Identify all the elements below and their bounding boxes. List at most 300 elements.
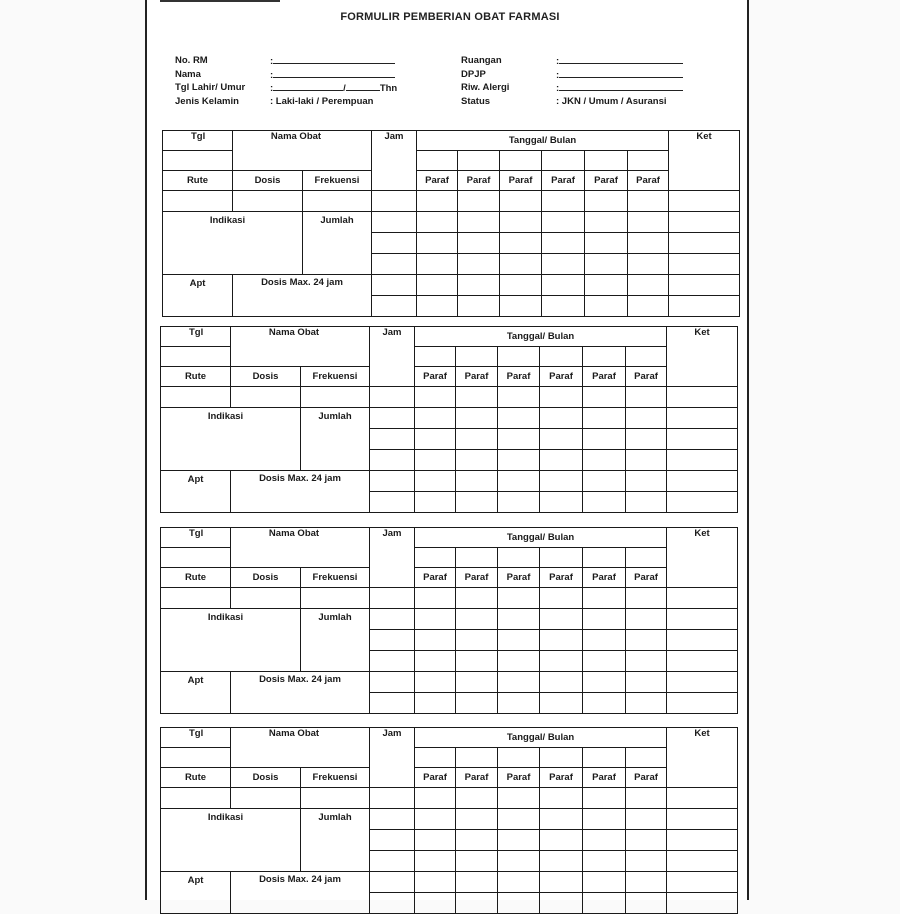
tgl-label: Tgl bbox=[161, 728, 231, 748]
paraf-label: Paraf bbox=[415, 768, 456, 788]
paraf-cell[interactable] bbox=[456, 408, 498, 429]
rute-cell[interactable] bbox=[161, 588, 231, 609]
paraf-label: Paraf bbox=[542, 171, 585, 191]
clinical-labels bbox=[461, 54, 509, 108]
patient-labels bbox=[175, 54, 245, 108]
ket-cell[interactable] bbox=[667, 851, 738, 872]
label-nama: Nama bbox=[175, 68, 201, 80]
paraf-label: Paraf bbox=[626, 568, 667, 588]
paraf-cell[interactable] bbox=[540, 492, 583, 513]
paraf-cell[interactable] bbox=[417, 296, 458, 317]
paraf-cell[interactable] bbox=[583, 851, 626, 872]
paraf-cell[interactable] bbox=[542, 191, 585, 212]
ket-cell[interactable] bbox=[667, 387, 738, 408]
ruangan-field[interactable] bbox=[559, 54, 683, 64]
date-cell[interactable] bbox=[498, 748, 540, 768]
jam-cell[interactable] bbox=[370, 471, 415, 492]
paraf-label: Paraf bbox=[583, 367, 626, 387]
paraf-cell[interactable] bbox=[585, 254, 628, 275]
paraf-cell[interactable] bbox=[458, 233, 500, 254]
ket-cell[interactable] bbox=[667, 588, 738, 609]
paraf-cell[interactable] bbox=[626, 672, 667, 693]
paraf-cell[interactable] bbox=[415, 408, 456, 429]
jam-label: Jam bbox=[372, 131, 417, 191]
date-cell[interactable] bbox=[626, 748, 667, 768]
date-cell[interactable] bbox=[583, 748, 626, 768]
paraf-cell[interactable] bbox=[626, 830, 667, 851]
paraf-cell[interactable] bbox=[415, 471, 456, 492]
paraf-cell[interactable] bbox=[415, 872, 456, 893]
paraf-cell[interactable] bbox=[415, 429, 456, 450]
paraf-cell[interactable] bbox=[583, 588, 626, 609]
ket-cell[interactable] bbox=[667, 471, 738, 492]
paraf-cell[interactable] bbox=[458, 191, 500, 212]
paraf-label: Paraf bbox=[498, 568, 540, 588]
jam-cell[interactable] bbox=[370, 788, 415, 809]
paraf-cell[interactable] bbox=[415, 830, 456, 851]
paraf-cell[interactable] bbox=[628, 233, 669, 254]
paraf-cell[interactable] bbox=[626, 872, 667, 893]
paraf-cell[interactable] bbox=[500, 275, 542, 296]
paraf-cell[interactable] bbox=[498, 492, 540, 513]
label-dpjp: DPJP bbox=[461, 68, 486, 80]
dosis-max-label: Dosis Max. 24 jam bbox=[231, 872, 370, 914]
date-cell[interactable] bbox=[626, 548, 667, 568]
date-cell[interactable] bbox=[456, 347, 498, 367]
paraf-cell[interactable] bbox=[415, 387, 456, 408]
paraf-cell[interactable] bbox=[498, 830, 540, 851]
paraf-cell[interactable] bbox=[415, 809, 456, 830]
paraf-cell[interactable] bbox=[415, 693, 456, 714]
paraf-cell[interactable] bbox=[583, 630, 626, 651]
paraf-cell[interactable] bbox=[585, 296, 628, 317]
tgl-cell[interactable] bbox=[161, 748, 231, 768]
paraf-cell[interactable] bbox=[583, 492, 626, 513]
paraf-cell[interactable] bbox=[583, 408, 626, 429]
paraf-cell[interactable] bbox=[417, 254, 458, 275]
date-cell[interactable] bbox=[415, 748, 456, 768]
paraf-cell[interactable] bbox=[498, 672, 540, 693]
paraf-cell[interactable] bbox=[415, 588, 456, 609]
paraf-cell[interactable] bbox=[456, 872, 498, 893]
frekuensi-label: Frekuensi bbox=[301, 367, 370, 387]
ket-cell[interactable] bbox=[667, 651, 738, 672]
medication-block-4 bbox=[160, 727, 738, 914]
indikasi-label: Indikasi bbox=[163, 212, 303, 275]
jam-label: Jam bbox=[370, 728, 415, 788]
paraf-cell[interactable] bbox=[540, 588, 583, 609]
rute-cell[interactable] bbox=[161, 788, 231, 809]
paraf-cell[interactable] bbox=[626, 450, 667, 471]
paraf-cell[interactable] bbox=[458, 275, 500, 296]
apt-label: Apt bbox=[161, 471, 231, 513]
paraf-cell[interactable] bbox=[498, 609, 540, 630]
paraf-cell[interactable] bbox=[585, 275, 628, 296]
paraf-cell[interactable] bbox=[456, 450, 498, 471]
paraf-cell[interactable] bbox=[415, 893, 456, 914]
paraf-cell[interactable] bbox=[415, 672, 456, 693]
frekuensi-cell[interactable] bbox=[301, 387, 370, 408]
paraf-cell[interactable] bbox=[540, 830, 583, 851]
paraf-cell[interactable] bbox=[626, 893, 667, 914]
paraf-cell[interactable] bbox=[540, 893, 583, 914]
tgl-cell[interactable] bbox=[161, 548, 231, 568]
paraf-cell[interactable] bbox=[456, 588, 498, 609]
colon: : bbox=[556, 69, 560, 81]
paraf-cell[interactable] bbox=[500, 212, 542, 233]
jam-cell[interactable] bbox=[370, 830, 415, 851]
paraf-cell[interactable] bbox=[626, 408, 667, 429]
paraf-label: Paraf bbox=[583, 568, 626, 588]
paraf-cell[interactable] bbox=[415, 609, 456, 630]
paraf-cell[interactable] bbox=[415, 630, 456, 651]
gender-options[interactable]: : Laki-laki / Perempuan bbox=[270, 95, 374, 107]
paraf-cell[interactable] bbox=[498, 408, 540, 429]
paraf-cell[interactable] bbox=[415, 651, 456, 672]
jam-cell[interactable] bbox=[370, 408, 415, 429]
jam-cell[interactable] bbox=[372, 212, 417, 233]
ket-cell[interactable] bbox=[669, 191, 740, 212]
ket-cell[interactable] bbox=[669, 233, 740, 254]
paraf-cell[interactable] bbox=[542, 212, 585, 233]
paraf-cell[interactable] bbox=[458, 212, 500, 233]
paraf-label: Paraf bbox=[456, 367, 498, 387]
ket-cell[interactable] bbox=[667, 408, 738, 429]
frekuensi-label: Frekuensi bbox=[301, 768, 370, 788]
paraf-cell[interactable] bbox=[498, 651, 540, 672]
dosis-cell[interactable] bbox=[231, 588, 301, 609]
ket-cell[interactable] bbox=[667, 693, 738, 714]
jam-cell[interactable] bbox=[370, 609, 415, 630]
paraf-cell[interactable] bbox=[585, 212, 628, 233]
paraf-cell[interactable] bbox=[456, 630, 498, 651]
paraf-label: Paraf bbox=[628, 171, 669, 191]
jumlah-label: Jumlah bbox=[301, 809, 370, 872]
paraf-cell[interactable] bbox=[498, 429, 540, 450]
paraf-cell[interactable] bbox=[540, 630, 583, 651]
status-options[interactable]: : JKN / Umum / Asuransi bbox=[556, 95, 667, 107]
paraf-cell[interactable] bbox=[540, 609, 583, 630]
paraf-cell[interactable] bbox=[417, 275, 458, 296]
ket-cell[interactable] bbox=[669, 254, 740, 275]
frekuensi-cell[interactable] bbox=[301, 588, 370, 609]
paraf-cell[interactable] bbox=[498, 693, 540, 714]
date-cell[interactable] bbox=[583, 548, 626, 568]
colon: : bbox=[556, 56, 560, 67]
ket-cell[interactable] bbox=[667, 809, 738, 830]
paraf-cell[interactable] bbox=[540, 429, 583, 450]
paraf-cell[interactable] bbox=[542, 233, 585, 254]
paraf-cell[interactable] bbox=[626, 609, 667, 630]
paraf-cell[interactable] bbox=[498, 851, 540, 872]
ket-cell[interactable] bbox=[667, 830, 738, 851]
paraf-cell[interactable] bbox=[500, 254, 542, 275]
paraf-cell[interactable] bbox=[458, 296, 500, 317]
jam-cell[interactable] bbox=[370, 651, 415, 672]
date-cell[interactable] bbox=[542, 151, 585, 171]
paraf-cell[interactable] bbox=[456, 830, 498, 851]
paraf-cell[interactable] bbox=[583, 672, 626, 693]
paraf-cell[interactable] bbox=[500, 296, 542, 317]
label-ruangan: Ruangan bbox=[461, 55, 502, 66]
date-cell[interactable] bbox=[498, 548, 540, 568]
paraf-cell[interactable] bbox=[540, 672, 583, 693]
frekuensi-cell[interactable] bbox=[303, 191, 372, 212]
paraf-cell[interactable] bbox=[498, 893, 540, 914]
paraf-cell[interactable] bbox=[458, 254, 500, 275]
date-cell[interactable] bbox=[500, 151, 542, 171]
date-cell[interactable] bbox=[417, 151, 458, 171]
frekuensi-label: Frekuensi bbox=[301, 568, 370, 588]
ket-cell[interactable] bbox=[667, 788, 738, 809]
tanggal-bulan-label: Tanggal/ Bulan bbox=[415, 728, 667, 748]
jam-cell[interactable] bbox=[370, 429, 415, 450]
patient-values bbox=[270, 54, 397, 108]
paraf-cell[interactable] bbox=[626, 387, 667, 408]
ket-cell[interactable] bbox=[667, 672, 738, 693]
tgl-cell[interactable] bbox=[163, 151, 233, 171]
ket-cell[interactable] bbox=[667, 893, 738, 914]
jam-cell[interactable] bbox=[372, 254, 417, 275]
date-cell[interactable] bbox=[540, 748, 583, 768]
paraf-label: Paraf bbox=[583, 768, 626, 788]
paraf-label: Paraf bbox=[626, 367, 667, 387]
paraf-cell[interactable] bbox=[540, 450, 583, 471]
ket-label: Ket bbox=[667, 728, 738, 788]
paraf-cell[interactable] bbox=[583, 830, 626, 851]
nama-obat-label: Nama Obat bbox=[233, 131, 372, 171]
paraf-cell[interactable] bbox=[456, 492, 498, 513]
paraf-cell[interactable] bbox=[498, 788, 540, 809]
jam-label: Jam bbox=[370, 327, 415, 387]
age-unit: Thn bbox=[379, 83, 398, 94]
indikasi-label: Indikasi bbox=[161, 408, 301, 471]
ket-cell[interactable] bbox=[667, 429, 738, 450]
tgl-lahir-field[interactable] bbox=[273, 81, 343, 91]
date-cell[interactable] bbox=[540, 548, 583, 568]
paraf-cell[interactable] bbox=[583, 609, 626, 630]
jam-cell[interactable] bbox=[370, 630, 415, 651]
nama-obat-label: Nama Obat bbox=[231, 327, 370, 367]
paraf-cell[interactable] bbox=[626, 588, 667, 609]
colon: : bbox=[270, 69, 274, 81]
paraf-cell[interactable] bbox=[456, 651, 498, 672]
paraf-label: Paraf bbox=[626, 768, 667, 788]
paraf-cell[interactable] bbox=[540, 651, 583, 672]
riw-alergi-field[interactable] bbox=[559, 81, 683, 91]
jam-cell[interactable] bbox=[372, 275, 417, 296]
paraf-label: Paraf bbox=[540, 367, 583, 387]
dosis-label: Dosis bbox=[233, 171, 303, 191]
date-cell[interactable] bbox=[415, 347, 456, 367]
date-cell[interactable] bbox=[626, 347, 667, 367]
rute-cell[interactable] bbox=[161, 387, 231, 408]
indikasi-label: Indikasi bbox=[161, 809, 301, 872]
paraf-cell[interactable] bbox=[542, 254, 585, 275]
paraf-cell[interactable] bbox=[628, 254, 669, 275]
paraf-cell[interactable] bbox=[456, 672, 498, 693]
paraf-cell[interactable] bbox=[540, 408, 583, 429]
no-rm-field[interactable] bbox=[273, 54, 395, 64]
paraf-cell[interactable] bbox=[498, 872, 540, 893]
paraf-cell[interactable] bbox=[628, 296, 669, 317]
date-cell[interactable] bbox=[583, 347, 626, 367]
colon: : bbox=[270, 56, 274, 67]
apt-label: Apt bbox=[161, 872, 231, 914]
jam-cell[interactable] bbox=[370, 588, 415, 609]
ket-label: Ket bbox=[667, 327, 738, 387]
label-riw-alergi: Riw. Alergi bbox=[461, 82, 510, 93]
paraf-cell[interactable] bbox=[626, 693, 667, 714]
dpjp-field[interactable] bbox=[559, 68, 683, 78]
paraf-cell[interactable] bbox=[583, 893, 626, 914]
paraf-cell[interactable] bbox=[540, 788, 583, 809]
paraf-cell[interactable] bbox=[500, 233, 542, 254]
paraf-cell[interactable] bbox=[626, 651, 667, 672]
paraf-cell[interactable] bbox=[498, 471, 540, 492]
paraf-cell[interactable] bbox=[540, 872, 583, 893]
paraf-cell[interactable] bbox=[415, 492, 456, 513]
ket-cell[interactable] bbox=[667, 492, 738, 513]
paraf-cell[interactable] bbox=[456, 387, 498, 408]
paraf-cell[interactable] bbox=[583, 809, 626, 830]
date-cell[interactable] bbox=[456, 748, 498, 768]
paraf-cell[interactable] bbox=[456, 471, 498, 492]
jam-cell[interactable] bbox=[370, 893, 415, 914]
paraf-label: Paraf bbox=[456, 568, 498, 588]
jam-cell[interactable] bbox=[372, 191, 417, 212]
dosis-cell[interactable] bbox=[233, 191, 303, 212]
paraf-cell[interactable] bbox=[585, 233, 628, 254]
umur-field[interactable] bbox=[346, 81, 380, 91]
jam-cell[interactable] bbox=[370, 851, 415, 872]
paraf-cell[interactable] bbox=[540, 693, 583, 714]
paraf-cell[interactable] bbox=[583, 872, 626, 893]
label-jenis-kelamin: Jenis Kelamin bbox=[175, 95, 239, 107]
ket-cell[interactable] bbox=[669, 275, 740, 296]
paraf-cell[interactable] bbox=[540, 809, 583, 830]
paraf-label: Paraf bbox=[456, 768, 498, 788]
jam-cell[interactable] bbox=[372, 296, 417, 317]
nama-obat-label: Nama Obat bbox=[231, 728, 370, 768]
paraf-cell[interactable] bbox=[626, 788, 667, 809]
paraf-cell[interactable] bbox=[498, 387, 540, 408]
paraf-cell[interactable] bbox=[626, 809, 667, 830]
jam-cell[interactable] bbox=[370, 872, 415, 893]
jam-cell[interactable] bbox=[370, 809, 415, 830]
paraf-cell[interactable] bbox=[415, 788, 456, 809]
paraf-cell[interactable] bbox=[626, 471, 667, 492]
nama-field[interactable] bbox=[273, 68, 395, 78]
paraf-cell[interactable] bbox=[583, 693, 626, 714]
rute-cell[interactable] bbox=[163, 191, 233, 212]
paraf-cell[interactable] bbox=[498, 588, 540, 609]
paraf-cell[interactable] bbox=[583, 651, 626, 672]
tgl-label: Tgl bbox=[161, 528, 231, 548]
date-cell[interactable] bbox=[628, 151, 669, 171]
ket-cell[interactable] bbox=[669, 296, 740, 317]
paraf-cell[interactable] bbox=[498, 809, 540, 830]
paraf-cell[interactable] bbox=[456, 893, 498, 914]
ket-cell[interactable] bbox=[667, 609, 738, 630]
paraf-cell[interactable] bbox=[498, 630, 540, 651]
jumlah-label: Jumlah bbox=[303, 212, 372, 275]
dosis-cell[interactable] bbox=[231, 387, 301, 408]
jam-label: Jam bbox=[370, 528, 415, 588]
paraf-cell[interactable] bbox=[583, 387, 626, 408]
paraf-cell[interactable] bbox=[585, 191, 628, 212]
ket-cell[interactable] bbox=[667, 872, 738, 893]
paraf-cell[interactable] bbox=[498, 450, 540, 471]
date-cell[interactable] bbox=[540, 347, 583, 367]
paraf-cell[interactable] bbox=[415, 851, 456, 872]
frekuensi-cell[interactable] bbox=[301, 788, 370, 809]
paraf-cell[interactable] bbox=[540, 387, 583, 408]
jam-cell[interactable] bbox=[370, 672, 415, 693]
paraf-cell[interactable] bbox=[540, 471, 583, 492]
jam-cell[interactable] bbox=[370, 450, 415, 471]
jam-cell[interactable] bbox=[370, 492, 415, 513]
paraf-cell[interactable] bbox=[628, 191, 669, 212]
paraf-cell[interactable] bbox=[500, 191, 542, 212]
paraf-cell[interactable] bbox=[456, 788, 498, 809]
paraf-cell[interactable] bbox=[626, 630, 667, 651]
jam-cell[interactable] bbox=[370, 693, 415, 714]
paraf-cell[interactable] bbox=[628, 212, 669, 233]
ket-label: Ket bbox=[667, 528, 738, 588]
paraf-cell[interactable] bbox=[583, 429, 626, 450]
paraf-cell[interactable] bbox=[540, 851, 583, 872]
paraf-cell[interactable] bbox=[456, 851, 498, 872]
paraf-cell[interactable] bbox=[583, 450, 626, 471]
paraf-label: Paraf bbox=[498, 768, 540, 788]
paraf-label: Paraf bbox=[500, 171, 542, 191]
paraf-cell[interactable] bbox=[626, 851, 667, 872]
paraf-cell[interactable] bbox=[626, 492, 667, 513]
date-cell[interactable] bbox=[585, 151, 628, 171]
ket-cell[interactable] bbox=[667, 450, 738, 471]
date-cell[interactable] bbox=[415, 548, 456, 568]
paraf-cell[interactable] bbox=[456, 809, 498, 830]
jam-cell[interactable] bbox=[370, 387, 415, 408]
dosis-cell[interactable] bbox=[231, 788, 301, 809]
ket-cell[interactable] bbox=[669, 212, 740, 233]
paraf-cell[interactable] bbox=[417, 212, 458, 233]
paraf-cell[interactable] bbox=[583, 788, 626, 809]
form-title: FORMULIR PEMBERIAN OBAT FARMASI bbox=[340, 11, 560, 23]
paraf-cell[interactable] bbox=[542, 296, 585, 317]
paraf-cell[interactable] bbox=[628, 275, 669, 296]
jam-cell[interactable] bbox=[372, 233, 417, 254]
paraf-cell[interactable] bbox=[456, 609, 498, 630]
paraf-cell[interactable] bbox=[456, 693, 498, 714]
paraf-cell[interactable] bbox=[626, 429, 667, 450]
tgl-cell[interactable] bbox=[161, 347, 231, 367]
date-cell[interactable] bbox=[456, 548, 498, 568]
paraf-cell[interactable] bbox=[417, 191, 458, 212]
tgl-label: Tgl bbox=[163, 131, 233, 151]
paraf-cell[interactable] bbox=[542, 275, 585, 296]
paraf-cell[interactable] bbox=[583, 471, 626, 492]
paraf-label: Paraf bbox=[540, 568, 583, 588]
paraf-cell[interactable] bbox=[417, 233, 458, 254]
paraf-cell[interactable] bbox=[456, 429, 498, 450]
paraf-cell[interactable] bbox=[415, 450, 456, 471]
date-cell[interactable] bbox=[498, 347, 540, 367]
medication-block-3 bbox=[160, 527, 738, 714]
date-cell[interactable] bbox=[458, 151, 500, 171]
ket-cell[interactable] bbox=[667, 630, 738, 651]
